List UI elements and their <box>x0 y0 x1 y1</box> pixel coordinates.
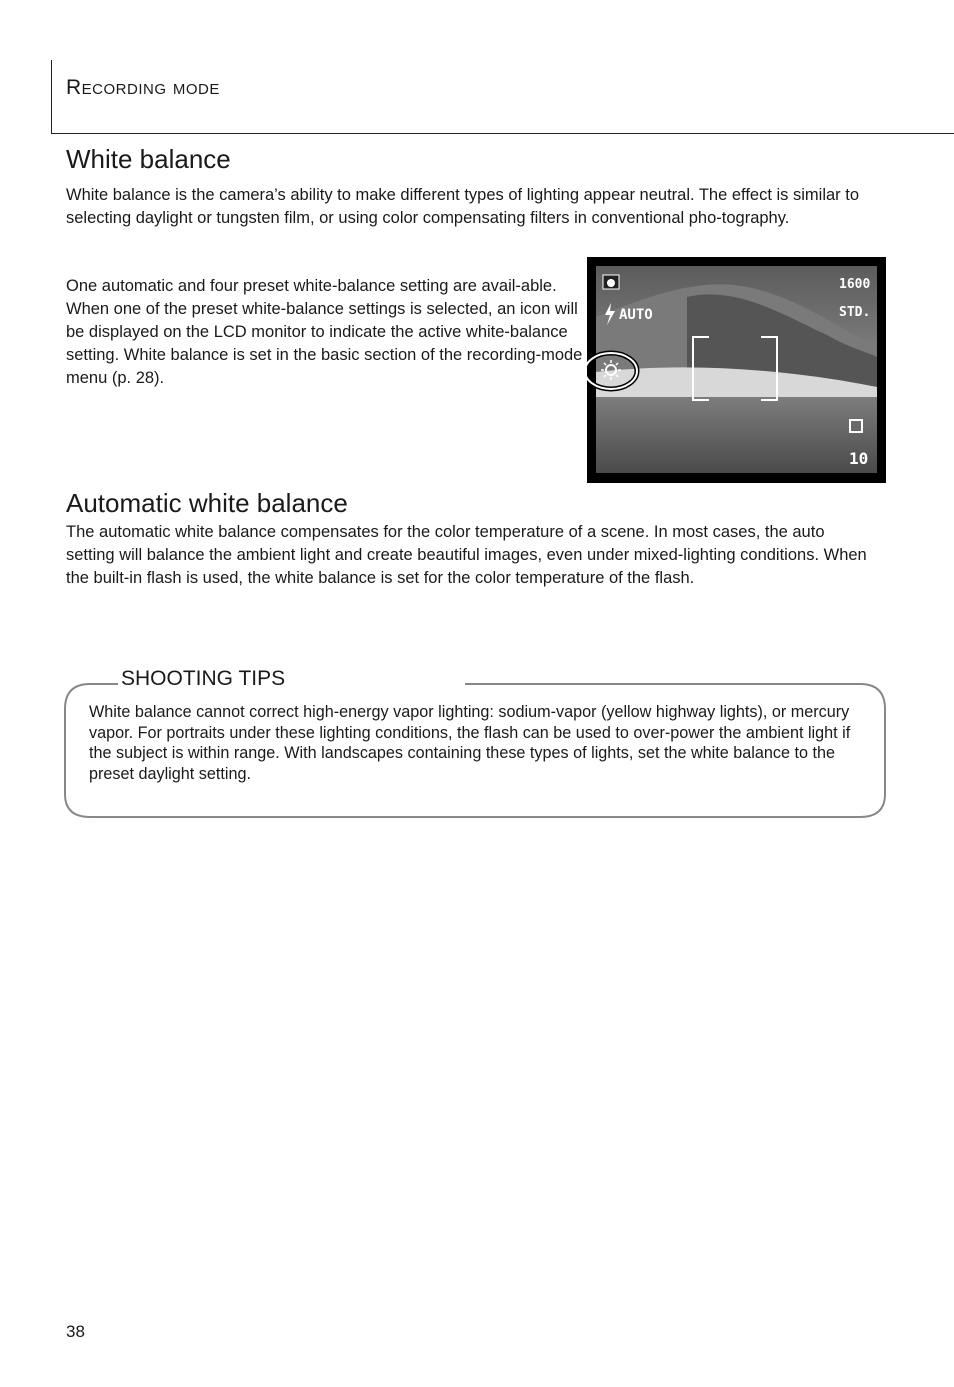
section-header: Recording mode <box>66 76 220 99</box>
resolution-label: 1600 <box>839 277 871 292</box>
white-balance-intro: White balance is the camera’s ability to make different types of lighting appear neutral. The effect is similar to selecting daylight or tungsten film, or using color compensating filters in conventional pho-tography. <box>66 186 860 227</box>
shooting-tips-title: SHOOTING TIPS <box>121 667 286 690</box>
camera-icon <box>603 275 619 289</box>
page-number: 38 <box>66 1322 85 1341</box>
automatic-white-balance-heading: Automatic white balance <box>66 488 348 518</box>
header-horizontal-rule <box>51 133 954 134</box>
white-balance-presets: One automatic and four preset white-balance setting are avail-able. When one of the preset white-balance settings is selected, an icon will be displayed on the LCD monitor to indicate the active white-balance setting. White balance is set in the basic section of the recording-mode menu (p. 28). <box>66 277 583 387</box>
flash-mode-label: AUTO <box>619 307 653 323</box>
quality-label: STD. <box>839 305 871 320</box>
white-balance-heading: White balance <box>66 144 231 174</box>
frames-remaining-label: 10 <box>849 449 869 468</box>
shooting-tips-body: White balance cannot correct high-energy vapor lighting: sodium-vapor (yellow highway lights), or mercury vapor. For portraits under these lighting conditions, the flash can be used to over-power the ambient light if the subject is within range. With landscapes containing these types of lights, set the white balance to the preset daylight setting. <box>89 703 851 783</box>
automatic-white-balance-body: The automatic white balance compensates for the color temperature of a scene. In most cases, the auto setting will balance the ambient light and create beautiful images, even under mixed-lighting conditions. When the built-in flash is used, the white balance is set for the color temperature of the flash. <box>66 523 867 587</box>
header-vertical-rule <box>51 60 52 134</box>
lcd-monitor-illustration <box>587 257 886 483</box>
